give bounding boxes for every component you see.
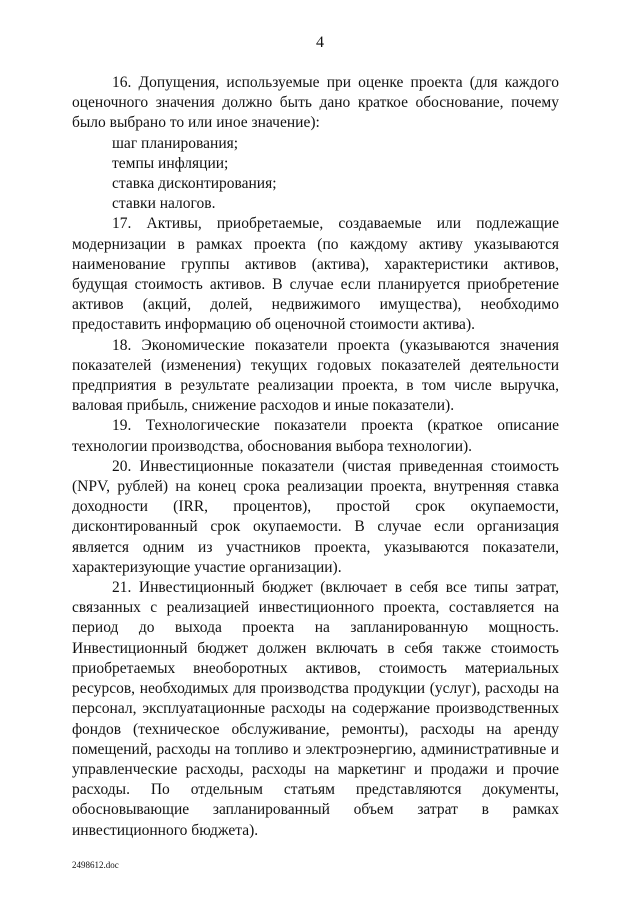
list-item-discount-rate: ставка дисконтирования; [112, 175, 277, 193]
paragraph-19: 19. Технологические показатели проекта (краткое описание технологии производства, обоснования выбора технологии). [72, 417, 559, 455]
list-item-tax-rates: ставки налогов. [112, 195, 216, 213]
paragraph-16: 16. Допущения, используемые при оценке проекта (для каждого оценочного значения должно быть дано краткое обоснование, почему было выбрано то или иное значение): [72, 74, 559, 132]
document-body [72, 73, 559, 841]
paragraph-18: 18. Экономические показатели проекта (указываются значения показателей (изменения) текущих годовых показателей деятельности предприятия в результате реализации проекта, в том числе выручка, валовая прибыль, снижение расходов и иные показатели). [72, 336, 559, 415]
paragraph-21: 21. Инвестиционный бюджет (включает в себя все типы затрат, связанных с реализацией инвестиционного проекта, составляется на период до выхода проекта на запланированную мощность. Инвестиционный бюджет должен включать в себя также стоимость приобретаемых внеоборотных активов, стоимость материальных ресурсов, необходимых для производства продукции (услуг), расходы на персонал, эксплуатационные расходы на содержание производственных фондов (техническое обслуживание, ремонты), расходы на аренду помещений, расходы на топливо и электроэнергию, административные и управленческие расходы, расходы на маркетинг и продажи и прочие расходы. По отдельным статьям представляются документы, обосновывающие запланированный объем затрат в рамках инвестиционного бюджета). [72, 579, 559, 839]
page-number: 4 [316, 34, 324, 51]
document-file-code: 2498612.doc [72, 860, 119, 870]
list-item-inflation-rate: темпы инфляции; [112, 154, 229, 172]
list-item-planning-step: шаг планирования; [112, 134, 239, 152]
paragraph-20: 20. Инвестиционные показатели (чистая приведенная стоимость (NPV, рублей) на конец срока реализации проекта, внутренняя ставка доходности (IRR, процентов), простой срок окупаемости, дисконтированный срок окупаемости. В случае если организация является одним из участников проекта, указываются показатели, характеризующие участие организации). [72, 457, 559, 576]
paragraph-17: 17. Активы, приобретаемые, создаваемые или подлежащие модернизации в рамках проекта (по каждому активу указываются наименование группы активов (актива), характеристики активов, будущая стоимость активов. В случае если планируется приобретение активов (акций, долей, недвижимого имущества), необходимо предоставить информацию об оценочной стоимости актива). [72, 215, 559, 334]
